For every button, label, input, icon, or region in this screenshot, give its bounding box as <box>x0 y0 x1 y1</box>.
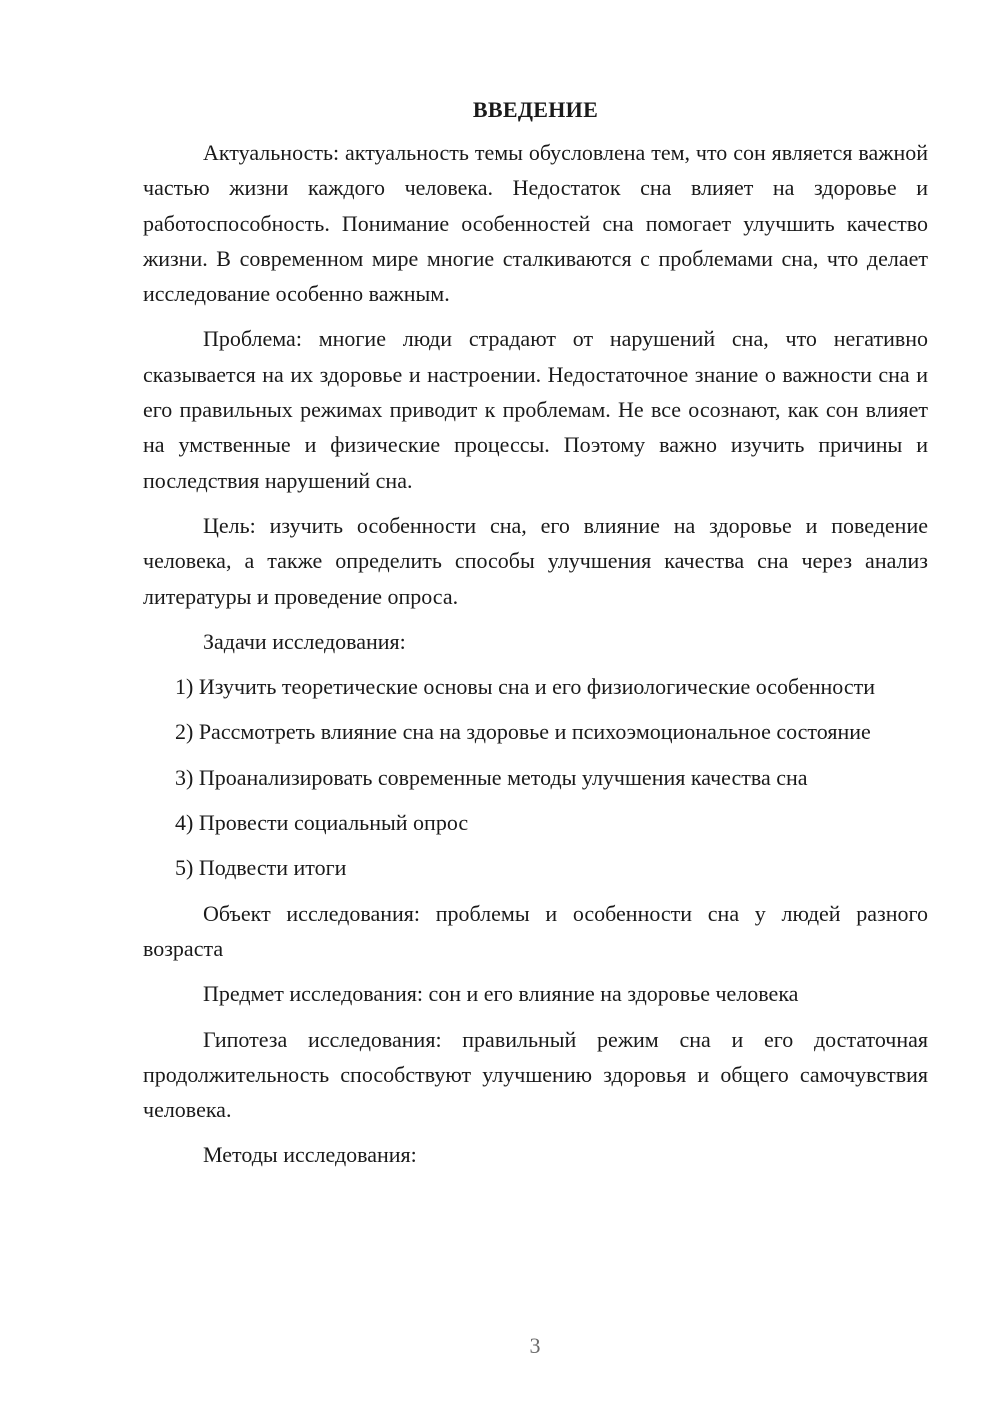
subject-paragraph: Предмет исследования: сон и его влияние на здоровье человека <box>203 981 799 1007</box>
tasks-heading: Задачи исследования: <box>203 628 406 654</box>
relevance-paragraph: Актуальность: актуальность темы обусловлена тем, что сон является важной частью жизни каждого человека. Недостаток сна влияет на здоровье и работоспособность. Понимание особенностей сна помогает улучшить качество жизни. В современном мире многие сталкиваются с проблемами сна, что делает исследование особенно важным. <box>143 140 928 307</box>
object-paragraph: Объект исследования: проблемы и особенности сна у людей разного возраста <box>143 900 928 961</box>
goal-paragraph: Цель: изучить особенности сна, его влияние на здоровье и поведение человека, а также определить способы улучшения качества сна через анализ литературы и проведение опроса. <box>143 512 928 609</box>
task-item-5: 5) Подвести итоги <box>175 855 347 881</box>
page-number: 3 <box>529 1333 541 1358</box>
methods-heading: Методы исследования: <box>203 1142 417 1168</box>
task-item-3: 3) Проанализировать современные методы улучшения качества сна <box>175 764 808 790</box>
problem-paragraph: Проблема: многие люди страдают от нарушений сна, что негативно сказывается на их здоровье и настроении. Недостаточное знание о важности сна и его правильных режимах приводит к проблемам. Не все осознают, как сон влияет на умственные и физические процессы. Поэтому важно изучить причины и последствия нарушений сна. <box>143 326 928 493</box>
document-page <box>143 92 928 1173</box>
hypothesis-paragraph: Гипотеза исследования: правильный режим сна и его достаточная продолжительность способствуют улучшению здоровья и общего самочувствия человека. <box>143 1026 928 1123</box>
task-item-2: 2) Рассмотреть влияние сна на здоровье и психоэмоциональное состояние <box>175 719 871 745</box>
task-item-1: 1) Изучить теоретические основы сна и его физиологические особенности <box>175 674 875 700</box>
task-item-4: 4) Провести социальный опрос <box>175 810 469 836</box>
section-title: ВВЕДЕНИЕ <box>472 97 599 122</box>
